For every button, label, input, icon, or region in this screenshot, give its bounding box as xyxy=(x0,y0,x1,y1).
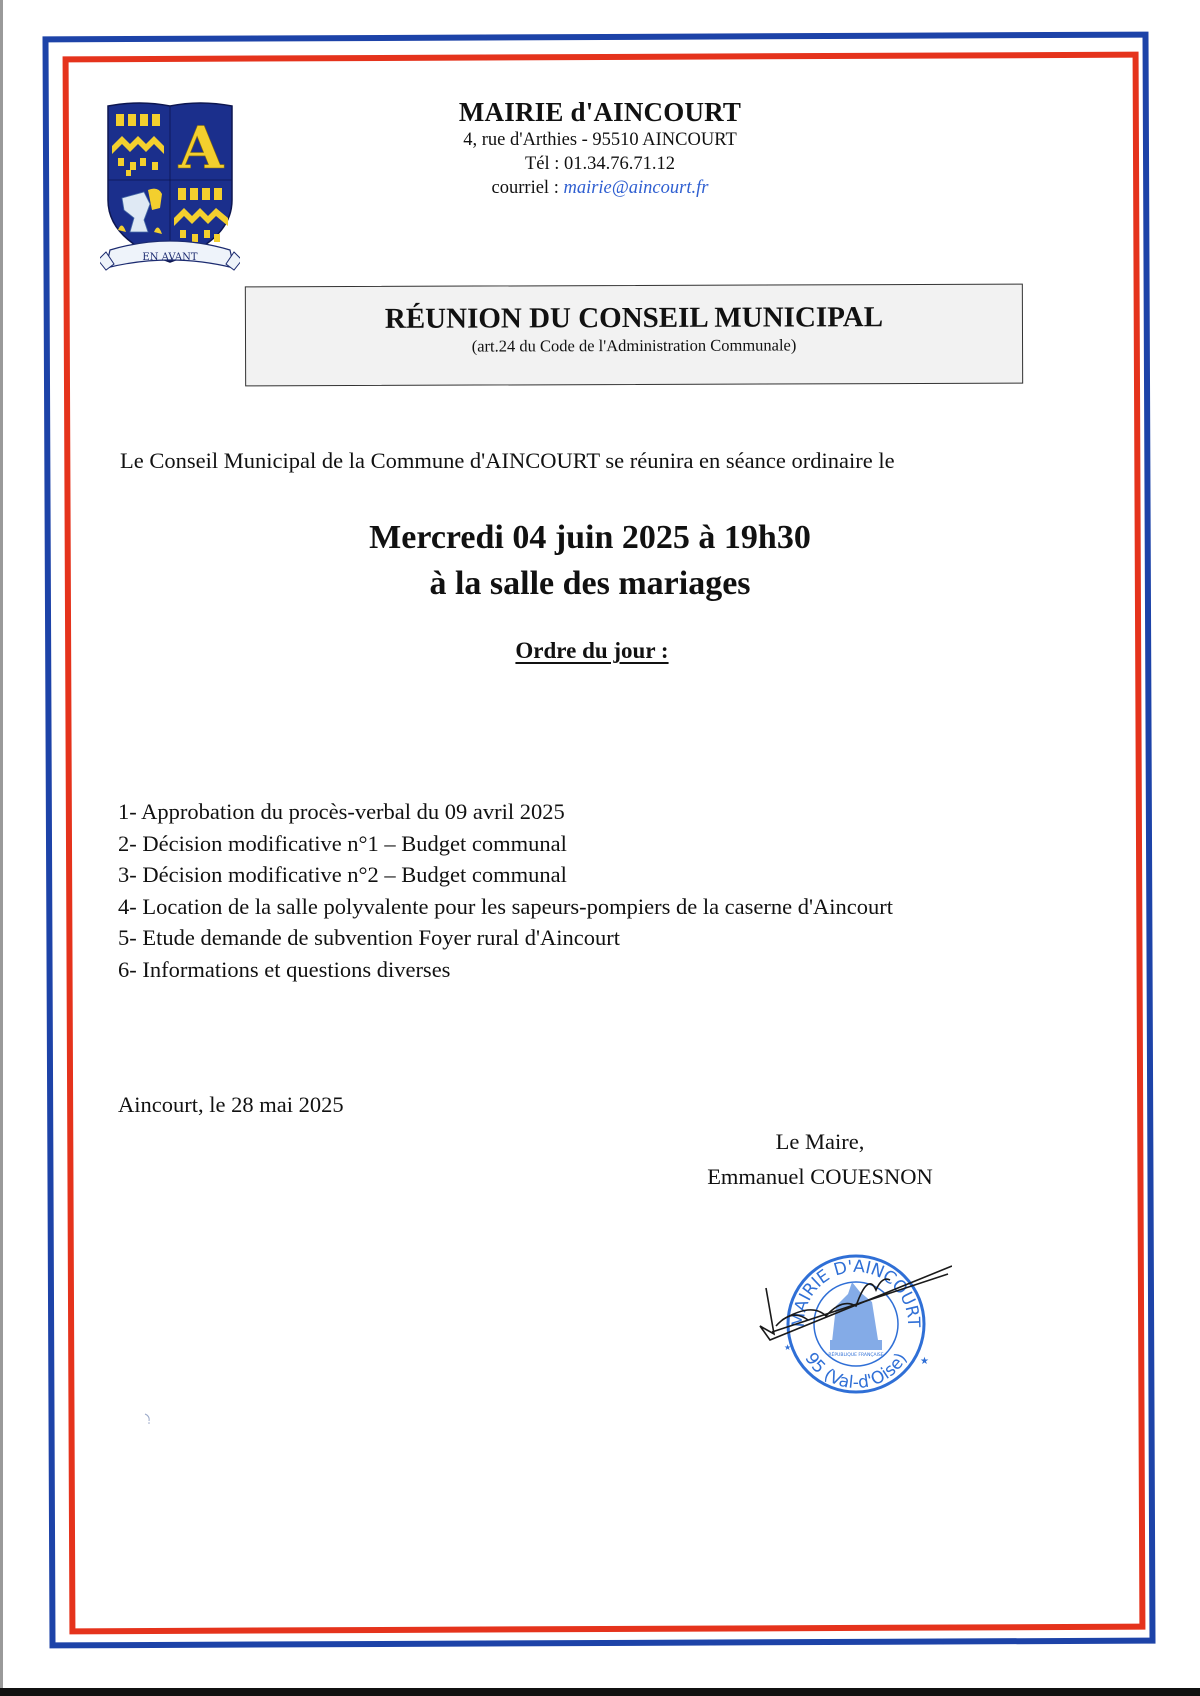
title-box xyxy=(245,284,1023,387)
meeting-location: à la salle des mariages xyxy=(429,565,751,602)
phone: Tél : 01.34.76.71.12 xyxy=(524,154,676,174)
intro-text: Le Conseil Municipal de la Commune d'AINCOURT se réunira en séance ordinaire le xyxy=(120,448,895,473)
signatory-name: Emmanuel COUESNON xyxy=(707,1164,933,1189)
letterhead xyxy=(400,96,800,200)
address: 4, rue d'Arthies - 95510 AINCOURT xyxy=(463,130,737,150)
email-link[interactable]: mairie@aincourt.fr xyxy=(563,178,709,198)
email-line xyxy=(400,176,800,200)
official-stamp-icon xyxy=(752,1232,952,1402)
svg-text:★: ★ xyxy=(784,1343,792,1352)
agenda-item: 4- Location de la salle polyvalente pour les sapeurs-pompiers de la caserne d'Aincourt xyxy=(118,893,894,919)
stamp-inner-text: RÉPUBLIQUE FRANÇAISE xyxy=(828,1353,884,1358)
meeting-date-time: Mercredi 04 juin 2025 à 19h30 xyxy=(369,519,811,556)
agenda-item: 2- Décision modificative n°1 – Budget communal xyxy=(118,830,567,856)
agenda-item: 5- Etude demande de subvention Foyer rural d'Aincourt xyxy=(118,925,621,950)
agenda-heading-wrap xyxy=(0,638,1192,664)
signatory xyxy=(660,1124,980,1194)
scan-artifact-icon xyxy=(143,1412,153,1426)
mairie-name: MAIRIE d'AINCOURT xyxy=(458,97,742,127)
agenda-item: 1- Approbation du procès-verbal du 09 avril 2025 xyxy=(118,799,565,824)
agenda-item: 6- Informations et questions diverses xyxy=(118,956,451,982)
email-label: courriel : xyxy=(491,178,564,198)
stamp-bottom-text: 95 (Val-d'Oise) xyxy=(800,1349,912,1394)
stamp-top-text: MAIRIE D'AINCOURT xyxy=(788,1256,924,1328)
stamp-emblem-icon xyxy=(830,1282,882,1350)
agenda-heading: Ordre du jour : xyxy=(515,638,669,663)
agenda-item: 3- Décision modificative n°2 – Budget communal xyxy=(118,862,567,887)
document-subtitle: (art.24 du Code de l'Administration Communale) xyxy=(471,335,797,356)
coat-of-arms-motto: EN AVANT xyxy=(142,252,198,263)
svg-text:★: ★ xyxy=(920,1356,929,1367)
place-date: Aincourt, le 28 mai 2025 xyxy=(118,1092,344,1117)
signatory-role: Le Maire, xyxy=(775,1129,865,1154)
agenda-list xyxy=(118,796,893,985)
coat-of-arms-icon xyxy=(100,100,240,280)
scan-bottom-edge xyxy=(0,1688,1200,1696)
document-title: RÉUNION DU CONSEIL MUNICIPAL xyxy=(384,301,884,335)
page-edge xyxy=(0,0,3,1690)
svg-text:A: A xyxy=(178,114,224,182)
